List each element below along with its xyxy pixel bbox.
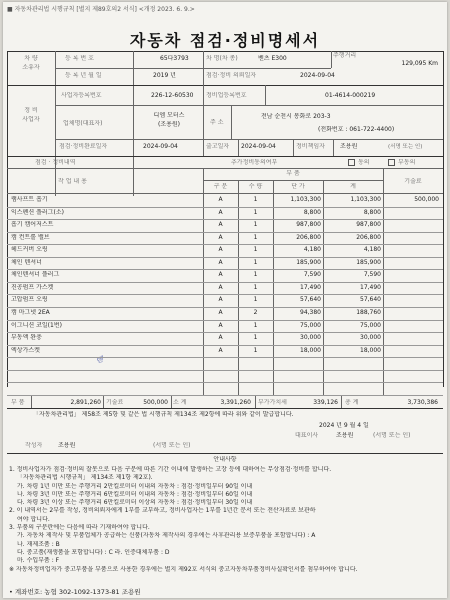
handwritten-mark: 텐 bbox=[95, 355, 104, 365]
guide-line: 1. 정비사업자가 점검·정비의 잘못으로 다음 구분에 따른 기간 이내에 발생하는 고장 등에 대하여는 무상점검·정비를 합니다. bbox=[9, 466, 332, 473]
item-price: 17,490 bbox=[300, 283, 321, 291]
address-value: 전남 순천시 봉화로 203-3 bbox=[261, 113, 331, 120]
item-total: 57,640 bbox=[360, 296, 381, 304]
mileage-label: 주행거리 bbox=[333, 52, 357, 59]
item-kind: A bbox=[218, 321, 223, 329]
guide-line: 3. 부품의 구분란에는 다음에 따라 기재하여야 합니다. bbox=[9, 524, 150, 532]
guide-line: 가. 차령 1년 미만 또는 주행거리 2만킬로미터 이내의 자동차 : 점검·정비일부터 90일 이내 bbox=[17, 482, 253, 490]
item-qty: 1 bbox=[253, 196, 258, 203]
plate-label: 등 록 번 호 bbox=[65, 55, 94, 62]
grand-total-value: 3,730,386 bbox=[407, 399, 438, 406]
item-price: 18,000 bbox=[300, 346, 321, 354]
item-name: 램사프트 흡기 bbox=[11, 196, 48, 203]
representative-value: 조용원 bbox=[336, 432, 354, 439]
guide-line: ※ 자동차정비업자가 중고부품을 부품으로 사용한 경우에는 별지 제92호 서식의 중고자동차부품정비사실확인서를 첨부하여야 합니다. bbox=[9, 565, 358, 573]
work-col-header: 작 업 내 용 bbox=[58, 178, 87, 185]
guide-line: 가. 자동차 제작사 및 부품업체가 공급하는 신품(자동차 제작사의 경우에는 사후관리용 보증부품을 포함합니다) : A bbox=[17, 532, 316, 540]
reg-date-label: 등 록 년 월 일 bbox=[65, 72, 102, 79]
grand-total-label: 총 계 bbox=[345, 399, 359, 406]
parts-total-value: 2,891,260 bbox=[70, 399, 101, 406]
item-name: 캠 컨트롤 밸브 bbox=[11, 233, 50, 241]
item-kind: A bbox=[218, 309, 223, 317]
labor-col-header: 기술료 bbox=[404, 178, 422, 185]
item-qty: 1 bbox=[253, 296, 258, 304]
item-qty: 1 bbox=[253, 233, 258, 241]
item-name: 체인 텐셔너 bbox=[11, 258, 42, 266]
mileage-value: 129,095 Km bbox=[401, 60, 438, 67]
item-total: 987,800 bbox=[356, 221, 381, 229]
item-price: 57,640 bbox=[300, 296, 321, 304]
request-date-value: 2024-09-04 bbox=[300, 72, 335, 79]
company-value: 디엠 모터스 bbox=[153, 112, 185, 119]
item-total: 30,000 bbox=[360, 334, 381, 342]
item-price: 4,180 bbox=[303, 246, 321, 254]
biz-section-label-1: 정 비 bbox=[24, 107, 38, 114]
writer-value: 조용원 bbox=[58, 442, 76, 449]
reg-date-value: 2019 년 bbox=[153, 72, 176, 79]
item-total: 1,103,300 bbox=[350, 196, 381, 203]
item-price: 1,103,300 bbox=[290, 196, 321, 203]
model-label: 차 명(차 종) bbox=[206, 55, 238, 62]
item-total: 18,000 bbox=[360, 346, 381, 354]
issue-date: 2024 년 9 월 4 일 bbox=[319, 422, 369, 429]
qty-col-header: 수 량 bbox=[248, 183, 263, 190]
item-price: 987,800 bbox=[296, 221, 321, 229]
document-title: 자동차 점검·정비명세서 bbox=[129, 31, 321, 50]
subtotal-value: 3,391,260 bbox=[220, 399, 251, 406]
manager-value: 조용원 bbox=[340, 143, 358, 150]
representative-label: 대표이사 bbox=[295, 432, 319, 439]
form-reference: ■ 자동차관리법 시행규칙 [별지 제89호의2 서식] <개정 2023. 6. 9.> bbox=[7, 6, 195, 13]
item-qty: 1 bbox=[253, 221, 258, 229]
item-name: 고압펌프 오링 bbox=[11, 296, 48, 304]
item-total: 206,800 bbox=[356, 233, 381, 241]
item-kind: A bbox=[218, 221, 223, 229]
consent-label: 추가정비동의여부 bbox=[231, 159, 278, 166]
guide-notes bbox=[9, 466, 439, 574]
bank-account: • 계좌번호: 농협 302-1092-1373-81 조용원 bbox=[9, 588, 141, 596]
labor-total-label: 기술료 bbox=[106, 399, 124, 406]
plate-value: 65다3793 bbox=[160, 55, 189, 62]
release-date-label: 출고일자 bbox=[206, 143, 230, 150]
price-col-header: 단 가 bbox=[291, 183, 305, 190]
biz-no-value: 226-12-60530 bbox=[151, 92, 194, 99]
guide-title: 안내사항 bbox=[213, 456, 237, 463]
item-total: 4,180 bbox=[363, 246, 381, 254]
subtotal-label: 소 계 bbox=[173, 399, 187, 406]
total-col-header: 계 bbox=[350, 183, 356, 190]
item-kind: A bbox=[218, 196, 223, 203]
item-price: 75,000 bbox=[300, 321, 321, 329]
disagree-checkbox[interactable] bbox=[388, 159, 395, 166]
item-name: 헤드커버 오링 bbox=[11, 246, 48, 254]
item-qty: 1 bbox=[253, 283, 258, 291]
item-total: 75,000 bbox=[360, 321, 381, 329]
guide-line: 2. 이 내역서는 2부를 작성, 정비의뢰자에게 1부를 교부하고, 정비사업자는 1부를 1년간 문서 또는 전산자료로 보관하 bbox=[9, 507, 316, 515]
parts-col-header: 부 품 bbox=[286, 170, 300, 177]
company-label: 업체명(대표자) bbox=[63, 120, 103, 127]
complete-date-label: 점검·정비완료일자 bbox=[59, 143, 108, 150]
parts-total-label: 부 품 bbox=[11, 399, 25, 406]
item-kind: A bbox=[218, 208, 223, 216]
item-name: 흡기 캠어저스트 bbox=[11, 221, 54, 229]
item-name: 체인텐셔너 플러그 bbox=[11, 271, 60, 279]
item-total: 8,800 bbox=[363, 208, 381, 216]
item-total: 7,590 bbox=[363, 271, 381, 279]
guide-line: 나. 재제조품 : B bbox=[17, 540, 60, 548]
disagree-label: 부동의 bbox=[398, 159, 416, 166]
item-price: 8,800 bbox=[303, 208, 321, 216]
item-name: 이그니션 코일(1번) bbox=[11, 321, 62, 329]
item-total: 185,900 bbox=[356, 258, 381, 266]
guide-line: 다. 중고품(재생품을 포함합니다) : C 라. 인증대체부품 : D bbox=[17, 548, 170, 556]
reg-no-value: 01-4614-000219 bbox=[325, 92, 376, 99]
declaration-text: 「자동차관리법」 제58조 제5항 및 같은 법 시행규칙 제134조 제2항에 따라 위와 같이 발급합니다. bbox=[33, 411, 294, 418]
biz-section-label-2: 사업자 bbox=[22, 116, 40, 123]
item-qty: 1 bbox=[253, 346, 258, 354]
item-price: 94,380 bbox=[300, 309, 321, 317]
item-kind: A bbox=[218, 283, 223, 291]
item-qty: 1 bbox=[253, 271, 258, 279]
service-statement bbox=[3, 2, 447, 598]
item-total: 188,760 bbox=[356, 309, 381, 317]
item-kind: A bbox=[218, 258, 223, 266]
manager-sign-hint: (서명 또는 인) bbox=[388, 144, 423, 150]
item-qty: 1 bbox=[253, 321, 258, 329]
guide-line: 「자동차관리법 시행규칙」 제134조 제1항 제2호). bbox=[17, 474, 153, 482]
guide-line: 마. 수입부품 : F bbox=[17, 557, 60, 565]
writer-sign: (서명 또는 인) bbox=[153, 442, 191, 449]
item-kind: A bbox=[218, 271, 223, 279]
item-name: 부동액 완충 bbox=[11, 334, 42, 342]
item-qty: 2 bbox=[253, 309, 258, 317]
kind-col-header: 구 분 bbox=[213, 183, 228, 190]
item-kind: A bbox=[218, 334, 223, 342]
owner-section-label-1: 차 량 bbox=[24, 55, 38, 62]
item-kind: A bbox=[218, 233, 223, 241]
item-kind: A bbox=[218, 346, 223, 354]
item-price: 7,590 bbox=[303, 271, 321, 279]
item-qty: 1 bbox=[253, 246, 258, 254]
item-name: 익스펜션 플러그(소) bbox=[11, 208, 64, 216]
item-price: 185,900 bbox=[296, 258, 321, 266]
item-price: 30,000 bbox=[300, 334, 321, 342]
representative-sign: (서명 또는 인) bbox=[373, 432, 411, 439]
reg-no-label: 정비업등록번호 bbox=[206, 92, 247, 99]
item-qty: 1 bbox=[253, 334, 258, 342]
vat-value: 339,126 bbox=[313, 399, 338, 406]
release-date-value: 2024-09-04 bbox=[241, 143, 276, 150]
item-kind: A bbox=[218, 246, 223, 254]
manager-label: 정비책임자 bbox=[296, 143, 325, 150]
ceo-value: (조용원) bbox=[157, 121, 181, 128]
request-date-label: 점검·정비 의뢰일자 bbox=[206, 72, 257, 79]
phone-value: (전화번호 : 061-722-4400) bbox=[318, 126, 395, 133]
item-name: 진공펌프 가스켓 bbox=[11, 283, 54, 291]
vat-label: 부가가치세 bbox=[258, 399, 287, 406]
guide-line: 나. 차령 3년 미만 또는 주행거리 6만킬로미터 이내의 자동차 : 점검·정비일부터 60일 이내 bbox=[17, 490, 253, 498]
model-value: 벤츠 E300 bbox=[258, 55, 287, 62]
item-qty: 1 bbox=[253, 208, 258, 216]
writer-label: 작성자 bbox=[25, 442, 43, 449]
item-qty: 1 bbox=[253, 258, 258, 266]
labor-total-value: 500,000 bbox=[143, 399, 168, 406]
address-label: 주 소 bbox=[210, 119, 224, 126]
biz-no-label: 사업자등록번호 bbox=[61, 92, 102, 99]
item-name: 캠 마그넷 2EA bbox=[11, 309, 50, 317]
service-details-label: 점검 · 정비내역 bbox=[35, 159, 76, 166]
owner-section-label-2: 소유자 bbox=[22, 64, 40, 71]
item-name: 엑상가스켓 bbox=[11, 346, 40, 354]
item-total: 17,490 bbox=[360, 283, 381, 291]
complete-date-value: 2024-09-04 bbox=[143, 143, 178, 150]
agree-checkbox[interactable] bbox=[348, 159, 355, 166]
item-kind: A bbox=[218, 296, 223, 304]
guide-line: 여야 합니다. bbox=[17, 515, 50, 523]
item-price: 206,800 bbox=[296, 233, 321, 241]
agree-label: 동의 bbox=[358, 159, 370, 166]
guide-line: 다. 차령 3년 이상 또는 주행거리 6만킬로미터 이상의 자동차 : 점검·정비일부터 30일 이내 bbox=[17, 499, 253, 507]
item-labor: 500,000 bbox=[414, 196, 439, 203]
